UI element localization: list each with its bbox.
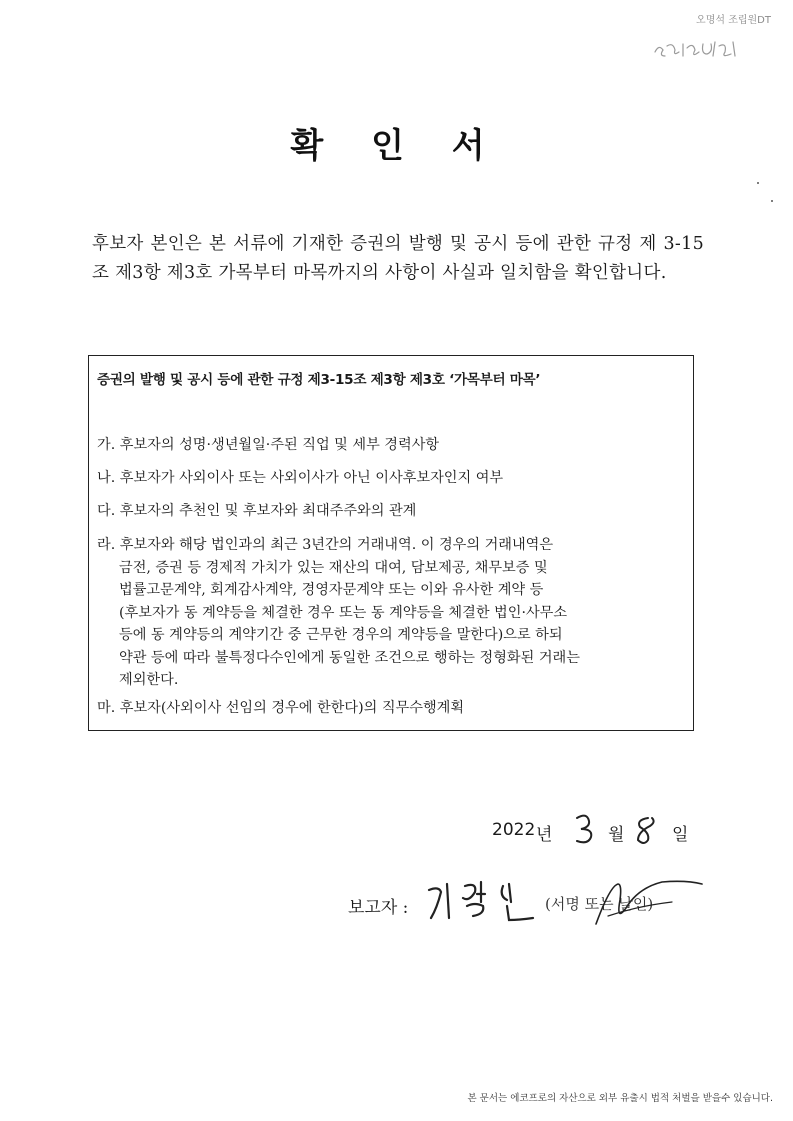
- corner-stamp-printed: 오명석 조립원DT: [696, 15, 771, 26]
- date-line: [492, 812, 702, 848]
- list-item-line: [97, 467, 682, 490]
- list-item-line: [97, 697, 682, 720]
- list-item-ra: [97, 534, 682, 692]
- list-item-line: (후보자가 동 계약등을 체결한 경우 또는 동 계약등을 체결한 법인·사무소: [119, 604, 568, 621]
- list-item-text: 후보자의 추천인 및 후보자와 최대주주와의 관계: [119, 503, 417, 519]
- list-item-text: 후보자가 사외이사 또는 사외이사가 아닌 이사후보자인지 여부: [119, 470, 504, 486]
- list-item-line: [97, 434, 682, 457]
- date-month-handwritten: [572, 812, 596, 844]
- scan-speck: [757, 182, 759, 184]
- regulation-heading: 증권의 발행 및 공시 등에 관한 규정 제3-15조 제3항 제3호 ‘가목부터 마목’: [97, 372, 541, 388]
- date-month-unit: 월: [608, 825, 625, 845]
- reporter-signature: [425, 876, 543, 926]
- list-item-marker: 나.: [97, 470, 116, 486]
- intro-paragraph: 후보자 본인은 본 서류에 기재한 증권의 발행 및 공시 등에 관한 규정 제 3-15조 제3항 제3호 가목부터 마목까지의 사항이 사실과 일치함을 확인합니다.: [92, 234, 704, 283]
- date-day-handwritten: [632, 814, 658, 846]
- list-item-line: 약관 등에 따라 불특정다수인에게 동일한 조건으로 행하는 정형화된 거래는: [119, 649, 580, 666]
- list-item-line: 등에 동 계약등의 계약기간 중 근무한 경우의 계약등을 말한다)으로 하되: [119, 627, 563, 643]
- list-item-line: [97, 500, 682, 523]
- date-year: 2022: [492, 820, 536, 840]
- list-item-line: 제외한다.: [119, 672, 179, 688]
- list-item-na: [97, 467, 682, 490]
- date-year-unit: 년: [536, 825, 553, 845]
- list-item-line: [97, 534, 682, 557]
- list-item-ma: [97, 697, 682, 720]
- signature-scribble: [588, 872, 708, 932]
- list-item-text: 후보자(사외이사 선임의 경우에 한한다)의 직무수행계획: [119, 700, 465, 716]
- scan-speck: [771, 200, 773, 202]
- list-item-text: 후보자의 성명·생년월일·주된 직업 및 세부 경력사항: [119, 437, 440, 453]
- list-item-ga: [97, 434, 682, 457]
- list-item-marker: 가.: [97, 437, 116, 453]
- document-title: 확 인 서: [290, 126, 503, 166]
- list-item-line: 법률고문계약, 회계감사계약, 경영자문계약 또는 이와 유사한 계약 등: [119, 582, 544, 598]
- list-item-text: 후보자와 해당 법인과의 최근 3년간의 거래내역. 이 경우의 거래내역은: [119, 537, 554, 553]
- footer-confidential-notice: 본 문서는 에코프로의 자산으로 외부 유출시 법적 처벌을 받을수 있습니다.: [467, 1093, 773, 1104]
- corner-stamp: [651, 14, 771, 60]
- signature-note: (서명 또는 날인): [545, 895, 654, 913]
- reporter-label: 보고자 :: [348, 898, 409, 918]
- list-item-marker: 다.: [97, 503, 116, 519]
- list-item-line: 금전, 증권 등 경제적 가치가 있는 재산의 대여, 담보제공, 채무보증 및: [119, 559, 548, 576]
- list-item-marker: 마.: [97, 700, 116, 716]
- regulation-box: [88, 355, 694, 731]
- list-item-da: [97, 500, 682, 523]
- list-item-marker: 라.: [97, 537, 116, 553]
- date-day-unit: 일: [672, 825, 689, 845]
- corner-handwritten-signature: [651, 38, 741, 60]
